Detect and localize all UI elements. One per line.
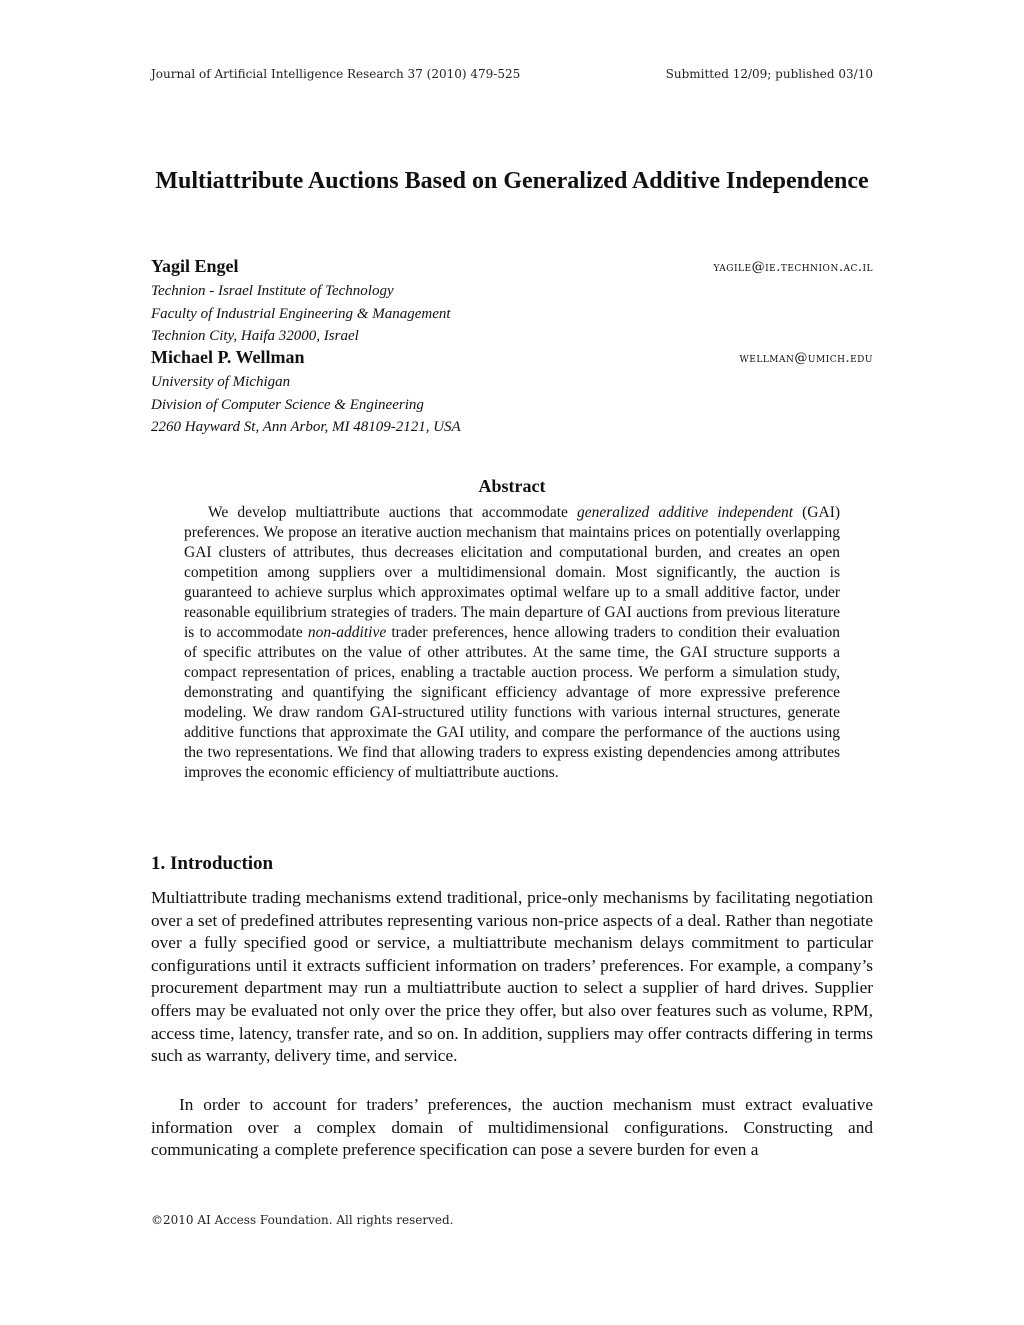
- author-affiliation-1-line-1: Technion - Israel Institute of Technology: [151, 283, 394, 299]
- abstract-text-part-3: trader preferences, hence allowing traders to condition their evaluation of specific attributes on the value of other attributes. At the same time, the GAI structure supports a compact representation of prices, enabling a tractable auction process. We perform a simulation study, demonstrating and quantifying the significant efficiency advantage of more expressive preference modeling. We draw random GAI-structured utility functions with various internal structures, generate additive functions that approximate the GAI utility, and compare the performance of the auctions using the two representations. We find that allowing traders to express existing dependencies among attributes improves the economic efficiency of multiattribute auctions.: [184, 624, 840, 781]
- author-affiliation-2-line-1: University of Michigan: [151, 374, 291, 390]
- abstract-text-part-2: (GAI) preferences. We propose an iterative auction mechanism that maintains prices on potentially overlapping GAI clusters of attributes, thus decreases elicitation and computational burden, and creates an open competition among suppliers over a multidimensional domain. Most significantly, the auction is guaranteed to achieve surplus which approximates optimal welfare up to a small additive factor, under reasonable equilibrium strategies of traders. The main departure of GAI auctions from previous literature is to accommodate: [184, 504, 841, 641]
- author-email-1: yagile@ie.technion.ac.il: [713, 260, 873, 275]
- author-affiliation-2-line-3: 2260 Hayward St, Ann Arbor, MI 48109-2121, USA: [151, 419, 461, 435]
- abstract-text-part-1: We develop multiattribute auctions that accommodate: [208, 504, 577, 521]
- author-affiliation-1-line-3: Technion City, Haifa 32000, Israel: [151, 328, 359, 344]
- copyright-footer: ©2010 AI Access Foundation. All rights reserved.: [151, 1213, 454, 1227]
- author-name-1: Yagil Engel: [151, 256, 239, 276]
- author-affiliation-1-line-2: Faculty of Industrial Engineering & Management: [151, 306, 451, 322]
- abstract-emphasis-gai: generalized additive independent: [576, 504, 794, 521]
- introduction-paragraph-2: In order to account for traders’ preferences, the auction mechanism must extract evaluative information over a complex domain of multidimensional configurations. Constructing and communicating a complete preference specification can pose a severe burden for even a: [151, 1095, 873, 1160]
- author-email-2: wellman@umich.edu: [739, 351, 873, 366]
- author-affiliation-2-line-2: Division of Computer Science & Engineering: [151, 397, 424, 413]
- author-name-2: Michael P. Wellman: [151, 347, 305, 367]
- introduction-paragraph-1: Multiattribute trading mechanisms extend traditional, price-only mechanisms by facilitating negotiation over a set of predefined attributes representing various non-price aspects of a deal. Rather than negotiate over a fully specified good or service, a multiattribute mechanism delays commitment to particular configurations until it extracts sufficient information on traders’ preferences. For example, a company’s procurement department may run a multiattribute auction to select a supplier of hard drives. Supplier offers may be evaluated not only over the price they offer, but also over features such as volume, RPM, access time, latency, transfer rate, and so on. In addition, suppliers may offer contracts differing in terms such as warranty, delivery time, and service.: [151, 888, 873, 1066]
- paper-title: Multiattribute Auctions Based on Generalized Additive Independence: [155, 168, 869, 194]
- running-head-journal: Journal of Artificial Intelligence Research 37 (2010) 479-525: [151, 67, 521, 81]
- running-head-dates: Submitted 12/09; published 03/10: [665, 67, 873, 81]
- abstract-body: [184, 503, 840, 783]
- abstract-heading: Abstract: [478, 476, 546, 496]
- abstract-emphasis-non-additive: non-additive: [307, 624, 387, 641]
- section-heading-introduction: 1. Introduction: [151, 853, 274, 874]
